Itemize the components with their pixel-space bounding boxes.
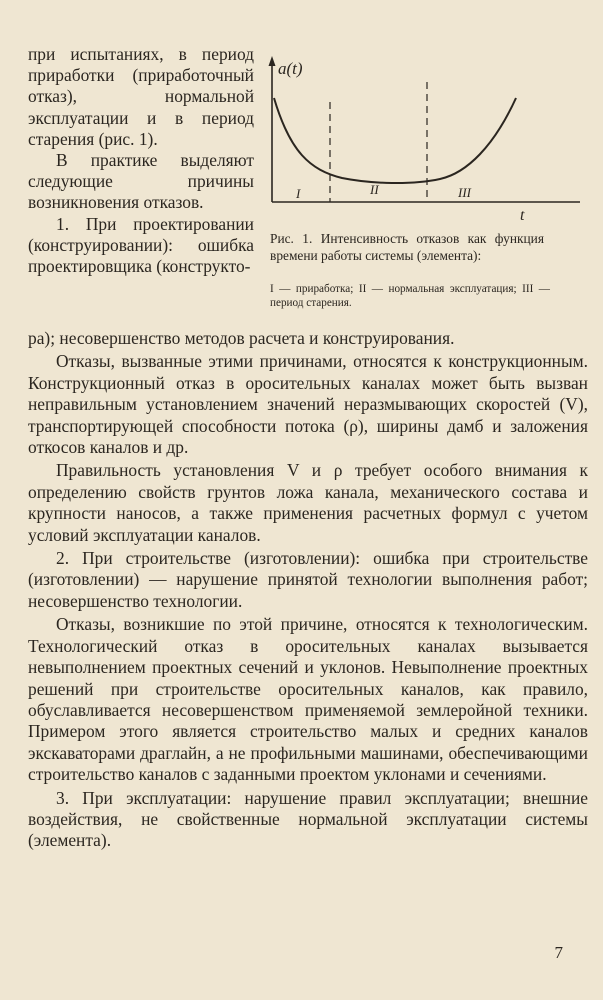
failure-rate-graph (262, 42, 592, 232)
left-column-text (28, 44, 254, 277)
paragraph-operation-cause: 3. При эксплуатации: нарушение правил эксплуатации; внешние воздействия, не свойственные нормальной эксплуатации системы (элемента). (28, 787, 588, 851)
figure-caption-legend: I — приработка; II — нормальная эксплуатация; III — период старения. (270, 283, 550, 309)
paragraph-technological-failures: Отказы, возникшие по этой причине, относятся к технологическим. Технологический отказ в оросительных каналах вызывается невыполнением проектных сечений и уклонов. Невыполнение проектных решений при строительстве оросительных каналов, как правило, обуславливается несовершенством применяемой землеройной техники. Примером этого является строительство малых и средних каналов экскаваторами драглайн, а не профильными машинами, обеспечивающими строительство каналов с заданными проектом уклонами и сечениями. (28, 614, 588, 785)
paragraph-causes-intro: В практике выделяют следующие причины возникновения отказов. (28, 150, 254, 213)
paragraph-velocity-determination: Правильность установления V и ρ требует особого внимания к определению свойств грунтов ложа канала, механического состава и крупности наносов, а также применения расчетных формул с учетом условий эксплуатации каналов. (28, 460, 588, 545)
page-number: 7 (554, 943, 563, 962)
paragraph-testing-periods: при испытаниях, в период приработки (приработочный отказ), нормальной эксплуатации и в период старения (рис. 1). (28, 44, 254, 149)
x-axis-label: t (520, 207, 525, 224)
y-axis-label: a(t) (278, 59, 303, 78)
period-label-2: II (370, 182, 379, 197)
figure-caption: Рис. 1. Интенсивность отказов как функция времени работы системы (элемента): (270, 231, 544, 263)
period-label-3: III (458, 185, 471, 200)
paragraph-design-cause: 1. При проектировании (конструировании): ошибка проектировщика (конструкто- (28, 213, 254, 277)
y-axis-arrow (269, 56, 276, 66)
bathtub-curve (274, 98, 516, 183)
paragraph-construction-cause: 2. При строительстве (изготовлении): ошибка при строительстве (изготовлении) — нарушение принятой технологии выполнения работ; несовершенство технологии. (28, 548, 588, 611)
period-label-1: I (296, 186, 301, 201)
paragraph-design-cause-end: ра); несовершенство методов расчета и конструирования. (28, 328, 455, 348)
figure-failure-rate (262, 42, 592, 312)
main-text (28, 328, 588, 854)
paragraph-constructional-failures: Отказы, вызванные этими причинами, относятся к конструкционным. Конструкционный отказ в оросительных каналах может быть вызван неправильным установлением значений неразмывающих скоростей (V), транспортирующей способности потока (ρ), ширины дамб и заложения откосов каналов и др. (28, 351, 588, 458)
